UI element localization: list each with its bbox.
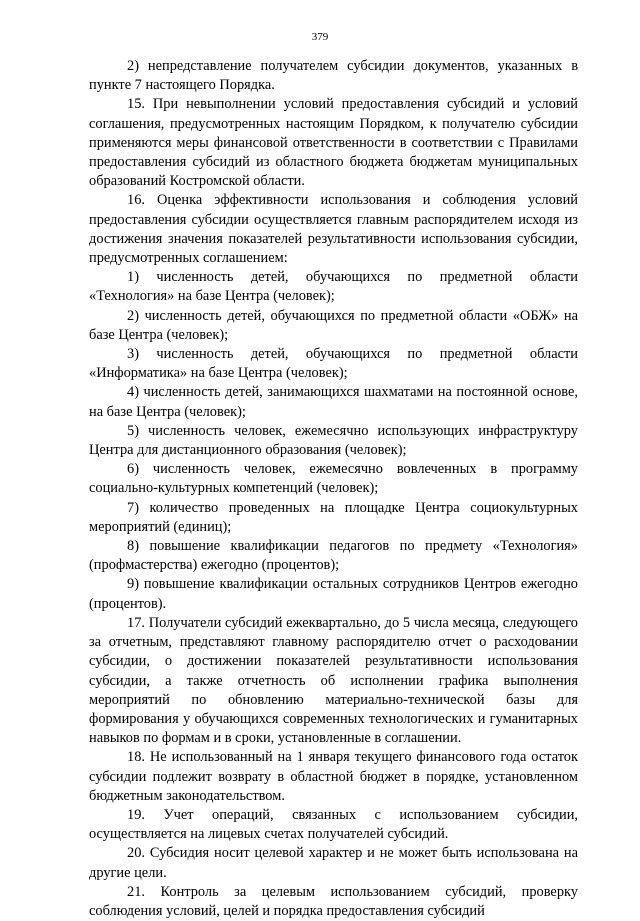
paragraph-15-financial-responsibility: 15. При невыполнении условий предоставления субсидий и условий соглашения, предусмотренных настоящим Порядком, к получателю субсидии применяются меры финансовой ответственности в соответствии с Правилами предоставления субсидий из областного бюджета бюджетам муниципальных образований Костромской области. <box>89 96 578 190</box>
indicator-7-sociocultural-events: 7) количество проведенных на площадке Центра социокультурных мероприятий (единиц); <box>89 499 578 535</box>
paragraph-17-reporting: 17. Получатели субсидий ежеквартально, до 5 числа месяца, следующего за отчетным, представляют главному распорядителю отчет о расходовании субсидии, о достижении показателей результативности использования субсидии, а также отчетность об исполнении графика выполнения мероприятий по обновлению материально-технической базы для формирования у обучающихся современных технологических и гуманитарных навыков по формам и в сроки, установленные в соглашении. <box>89 614 578 747</box>
paragraph-20-targeted-use: 20. Субсидия носит целевой характер и не может быть использована на другие цели. <box>89 845 578 881</box>
indicator-6-sociocultural-program: 6) численность человек, ежемесячно вовлеченных в программу социально-культурных компетенций (человек); <box>89 461 578 497</box>
body-text <box>89 57 578 921</box>
paragraph-21-control: 21. Контроль за целевым использованием субсидий, проверку соблюдения условий, целей и порядка предоставления субсидий <box>89 883 578 919</box>
paragraph-19-accounting: 19. Учет операций, связанных с использованием субсидии, осуществляется на лицевых счетах получателей субсидий. <box>89 806 578 843</box>
page-number: 379 <box>311 31 329 43</box>
indicator-2-obzh: 2) численность детей, обучающихся по предметной области «ОБЖ» на базе Центра (человек); <box>89 307 578 343</box>
paragraph-16-efficiency-evaluation: 16. Оценка эффективности использования и соблюдения условий предоставления субсидии осуществляется главным распорядителем исходя из достижения значения показателей результативности использования субсидии, предусмотренных соглашением: <box>89 192 578 267</box>
indicator-4-chess: 4) численность детей, занимающихся шахматами на постоянной основе, на базе Центра (человек); <box>89 384 578 420</box>
indicator-9-staff-qualification: 9) повышение квалификации остальных сотрудников Центров ежегодно (процентов). <box>89 576 578 612</box>
paragraph-18-unused-balance: 18. Не использованный на 1 января текущего финансового года остаток субсидии подлежит возврату в областной бюджет в порядке, установленном бюджетным законодательством. <box>89 749 578 804</box>
indicator-8-teacher-qualification: 8) повышение квалификации педагогов по предмету «Технология» (профмастерства) ежегодно (процентов); <box>89 538 578 574</box>
paragraph-item-2-missing-documents: 2) непредставление получателем субсидии документов, указанных в пункте 7 настоящего Порядка. <box>89 58 578 94</box>
indicator-5-distance-learning: 5) численность человек, ежемесячно использующих инфраструктуру Центра для дистанционного образования (человек); <box>89 422 578 459</box>
indicator-1-technology: 1) численность детей, обучающихся по предметной области «Технология» на базе Центра (человек); <box>89 269 578 305</box>
indicator-3-informatics: 3) численность детей, обучающихся по предметной области «Информатика» на базе Центра (человек); <box>89 346 578 382</box>
